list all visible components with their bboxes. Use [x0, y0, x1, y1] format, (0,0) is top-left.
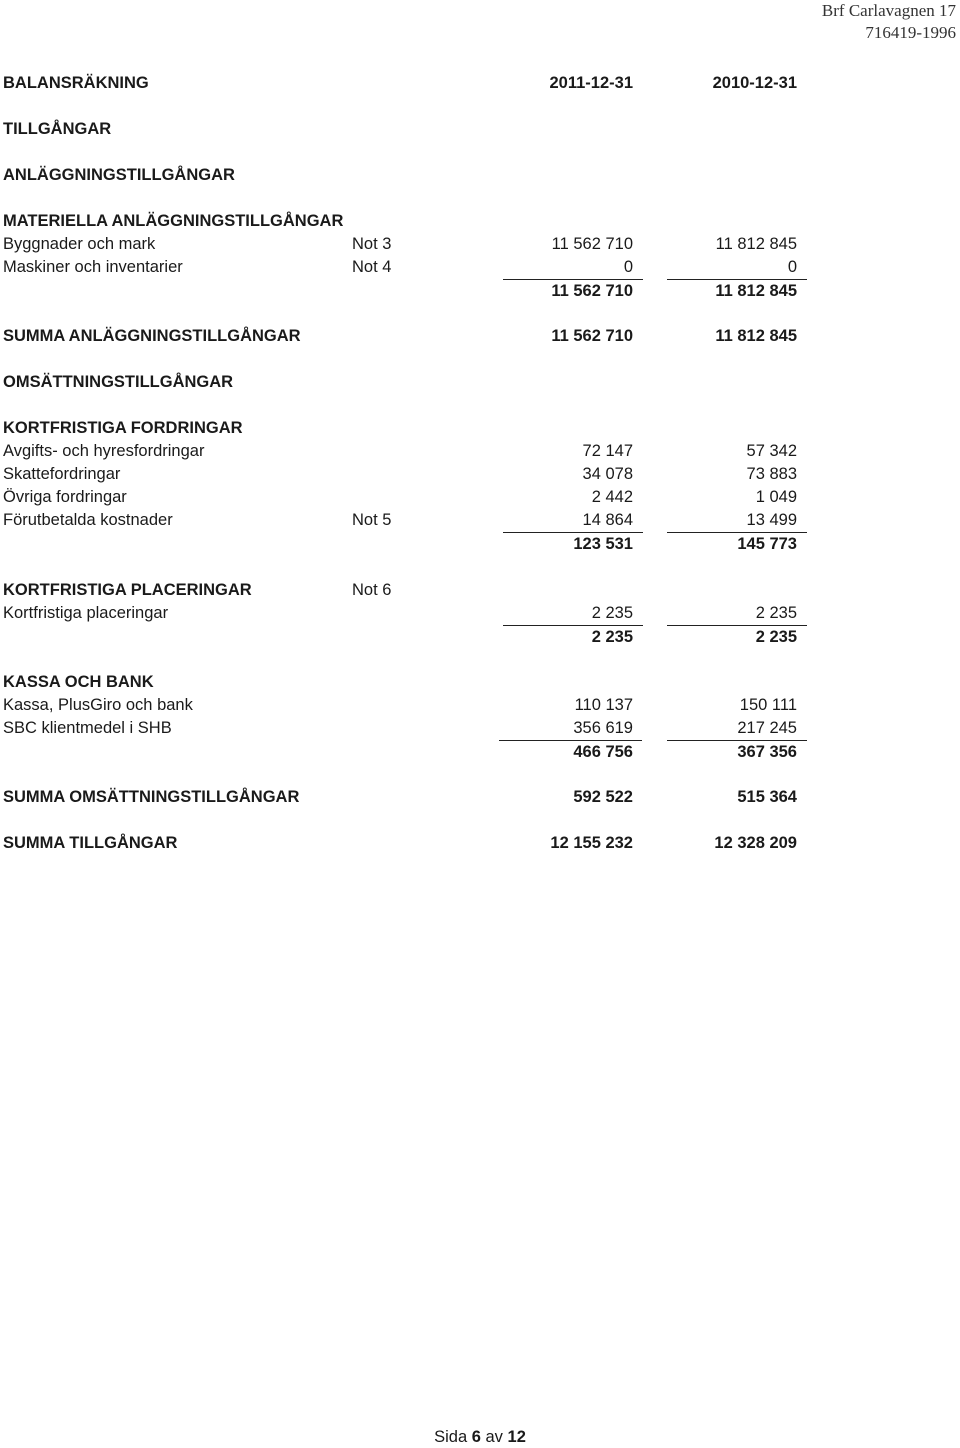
note-ref: Not 6	[352, 581, 392, 599]
subsection-heading-cash: KASSA OCH BANK	[3, 673, 154, 691]
table-row: SBC klientmedel i SHB 356 619 217 245	[3, 719, 797, 737]
table-row: Avgifts- och hyresfordringar 72 147 57 342	[3, 442, 797, 460]
section-heading-current-assets: OMSÄTTNINGSTILLGÅNGAR	[3, 373, 234, 391]
total-row-fixed-assets: SUMMA ANLÄGGNINGSTILLGÅNGAR 11 562 710 11 812 845	[3, 327, 797, 345]
subtotal-row: 466 756 367 356	[573, 743, 797, 761]
org-number: 716419-1996	[865, 23, 956, 42]
balance-sheet-title-row	[3, 72, 823, 94]
company-name: Brf Carlavagnen 17	[821, 1, 956, 20]
page-title: BALANSRÄKNING	[3, 74, 149, 92]
subsection-heading-receivables: KORTFRISTIGA FORDRINGAR	[3, 419, 243, 437]
table-row: Maskiner och inventarier Not 4 0 0	[3, 258, 797, 276]
total-pages: 12	[507, 1428, 526, 1446]
table-row: Kortfristiga placeringar 2 235 2 235	[3, 604, 797, 622]
section-heading-assets: TILLGÅNGAR	[3, 120, 112, 138]
subtotal-row: 123 531 145 773	[573, 535, 797, 553]
table-row: Förutbetalda kostnader Not 5 14 864 13 499	[3, 511, 797, 529]
page-number-footer: Sida 6 av 12	[434, 1428, 526, 1446]
subtotal-row: 2 235 2 235	[591, 628, 797, 646]
note-ref: Not 4	[352, 258, 392, 276]
section-heading-fixed-assets: ANLÄGGNINGSTILLGÅNGAR	[3, 166, 235, 184]
table-row: Skattefordringar 34 078 73 883	[3, 465, 797, 483]
subsection-heading-placements: KORTFRISTIGA PLACERINGAR Not 6	[3, 581, 392, 599]
current-page: 6	[471, 1428, 481, 1446]
total-row-assets: SUMMA TILLGÅNGAR 12 155 232 12 328 209	[3, 834, 797, 852]
total-row-current-assets: SUMMA OMSÄTTNINGSTILLGÅNGAR 592 522 515 364	[3, 788, 797, 806]
date-current-year: 2011-12-31	[549, 74, 633, 92]
table-row: Övriga fordringar 2 442 1 049	[3, 488, 797, 506]
table-row: Byggnader och mark Not 3 11 562 710 11 812 845	[3, 235, 797, 253]
note-ref: Not 3	[352, 235, 392, 253]
note-ref: Not 5	[352, 511, 392, 529]
company-header	[822, 0, 956, 44]
subtotal-row: 11 562 710 11 812 845	[551, 282, 797, 300]
date-previous-year: 2010-12-31	[712, 74, 797, 92]
subsection-heading-tangible: MATERIELLA ANLÄGGNINGSTILLGÅNGAR	[3, 212, 344, 230]
table-row: Kassa, PlusGiro och bank 110 137 150 111	[3, 696, 797, 714]
